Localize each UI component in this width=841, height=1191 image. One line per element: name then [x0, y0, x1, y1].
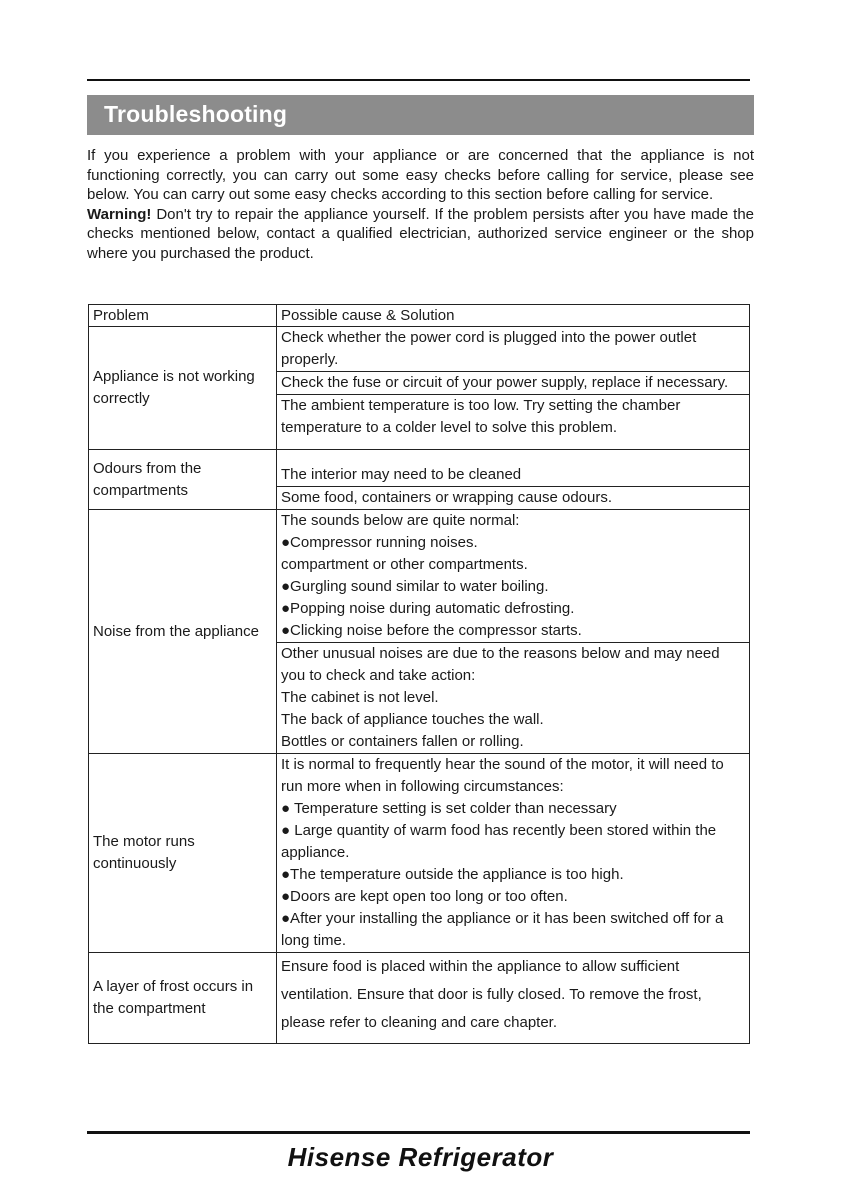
- solution-cell: The interior may need to be cleaned: [277, 450, 750, 487]
- solution-line: ●Doors are kept open too long or too often.: [281, 888, 568, 905]
- page-title: [87, 95, 754, 135]
- table-header-row: [89, 305, 750, 327]
- solution-line: ● Large quantity of warm food has recently been stored within the appliance.: [281, 822, 717, 861]
- solution-line: Bottles or containers fallen or rolling.: [281, 733, 524, 750]
- table-row: [89, 327, 750, 372]
- problem-cell: Odours from the compartments: [89, 450, 277, 510]
- solution-line: ●After your installing the appliance or it has been switched off for a long time.: [281, 910, 724, 949]
- solution-line: The sounds below are quite normal:: [281, 512, 520, 529]
- troubleshooting-table: [88, 304, 750, 1044]
- intro-paragraph: If you experience a problem with your appliance or are concerned that the appliance is not functioning correctly, you can carry out some easy checks before calling for service, please see below. You can carry out some easy checks according to this section before calling for service.: [87, 147, 754, 203]
- top-rule: [87, 79, 750, 81]
- problem-cell: The motor runs continuously: [89, 754, 277, 953]
- header-solution: Possible cause & Solution: [277, 305, 750, 327]
- problem-cell: A layer of frost occurs in the compartment: [89, 953, 277, 1044]
- solution-cell: [277, 754, 750, 953]
- solution-line: Other unusual noises are due to the reasons below and may need you to check and take action:: [281, 645, 720, 684]
- warning-text: Don't try to repair the appliance yourself. If the problem persists after you have made the checks mentioned below, contact a qualified electrician, authorized service engineer or the shop where you purchased the product.: [87, 205, 754, 262]
- bottom-rule: [87, 1131, 750, 1134]
- solution-line: ●Gurgling sound similar to water boiling.: [281, 578, 549, 595]
- problem-cell: Noise from the appliance: [89, 510, 277, 754]
- table-row: [89, 953, 750, 1044]
- table-row: [89, 510, 750, 643]
- solution-line: ● Temperature setting is set colder than necessary: [281, 800, 617, 817]
- solution-cell: Check whether the power cord is plugged into the power outlet properly.: [277, 327, 750, 372]
- solution-line: ●The temperature outside the appliance is too high.: [281, 866, 624, 883]
- problem-cell: Appliance is not working correctly: [89, 327, 277, 450]
- solution-cell: Check the fuse or circuit of your power supply, replace if necessary.: [277, 372, 750, 395]
- table-row: [89, 754, 750, 953]
- page-title-text: Troubleshooting: [104, 101, 288, 127]
- solution-cell: Some food, containers or wrapping cause odours.: [277, 487, 750, 510]
- solution-line: compartment or other compartments.: [281, 556, 528, 573]
- warning-label: Warning!: [87, 205, 152, 223]
- intro-text: [87, 146, 754, 263]
- brand-logo-text: Hisense Refrigerator: [287, 1142, 554, 1172]
- solution-line: ●Compressor running noises.: [281, 534, 478, 551]
- header-problem: Problem: [89, 305, 277, 327]
- solution-line: ●Clicking noise before the compressor starts.: [281, 622, 582, 639]
- solution-line: ●Popping noise during automatic defrosting.: [281, 600, 575, 617]
- table-row: [89, 450, 750, 487]
- solution-cell: The ambient temperature is too low. Try setting the chamber temperature to a colder level to solve this problem.: [277, 395, 750, 450]
- solution-cell: [277, 510, 750, 643]
- solution-cell: [277, 643, 750, 754]
- solution-line: The back of appliance touches the wall.: [281, 711, 544, 728]
- warning-paragraph: [87, 205, 754, 264]
- solution-line: It is normal to frequently hear the sound of the motor, it will need to run more when in following circumstances:: [281, 756, 724, 795]
- solution-line: The cabinet is not level.: [281, 689, 439, 706]
- solution-cell: Ensure food is placed within the appliance to allow sufficient ventilation. Ensure that door is fully closed. To remove the frost, please refer to cleaning and care chapter.: [277, 953, 750, 1044]
